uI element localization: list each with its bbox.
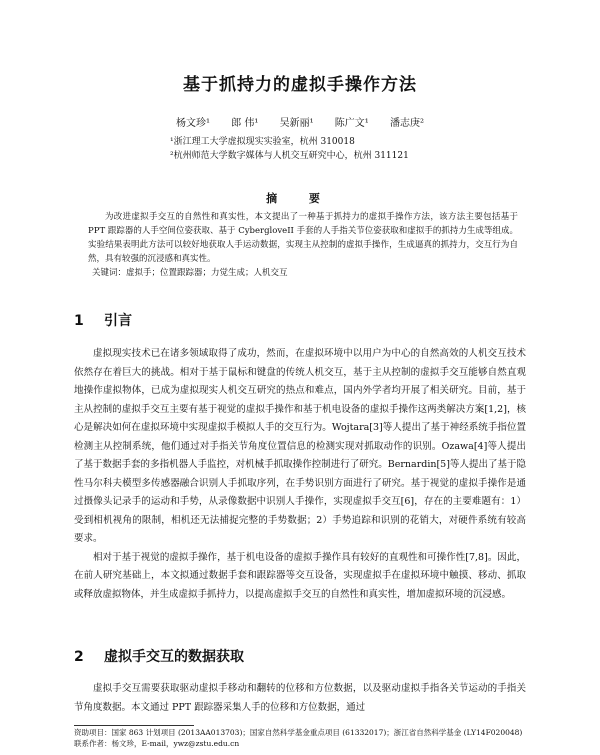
- affiliation-2: ²杭州师范大学数字媒体与人机交互研究中心，杭州 311121: [170, 151, 409, 161]
- paragraph: 虚拟手交互需要获取驱动虚拟手移动和翻转的位移和方位数据，以及驱动虚拟手指各关节运动的手指关节角度数据。本文通过 PPT 跟踪器采集人手的位移和方位数据，通过: [74, 683, 526, 713]
- section-2-body: [74, 680, 526, 717]
- paper-title: 基于抓持力的虚拟手操作方法: [183, 75, 417, 95]
- section-1-body: [74, 345, 526, 604]
- section-number: 2: [74, 649, 84, 665]
- footnotes: [74, 727, 526, 749]
- author-name: 吴新丽¹: [279, 118, 314, 129]
- footnote-divider: [74, 725, 194, 726]
- author-name: 郎 伟¹: [231, 118, 259, 129]
- author-name: 陈广文¹: [334, 118, 369, 129]
- keywords: 关键词：虚拟手；位置跟踪器；力觉生成；人机交互: [92, 268, 288, 278]
- section-title: 引言: [104, 313, 132, 329]
- section-title: 虚拟手交互的数据获取: [104, 649, 244, 665]
- funding-footnote: 资助项目：国家 863 计划项目 (2013AA013703)；国家自然科学基金重点项目 (61332017)；浙江省自然科学基金 (LY14F020048): [74, 728, 523, 737]
- paragraph: 相对于基于视觉的虚拟手操作，基于机电设备的虚拟手操作具有较好的直观性和可操作性[7,8]。因此，在前人研究基础上，本文拟通过数据手套和跟踪器等交互设备，实现虚拟手在虚拟环境中触摸、移动、抓取或释放虚拟物体，并生成虚拟手抓持力，以提高虚拟手交互的自然性和真实性，增加虚拟环境的沉浸感。: [74, 551, 526, 600]
- paragraph: 虚拟现实技术已在诸多领域取得了成功，然而，在虚拟环境中以用户为中心的自然高效的人机交互技术依然存在着巨大的挑战。相对于基于鼠标和键盘的传统人机交互，基于主从控制的虚拟手交互能够自然直观地操作虚拟物体，已成为虚拟现实人机交互研究的热点和难点，国内外学者均开展了相关研究。目前，基于主从控制的虚拟手交互主要有基于视觉的虚拟手操作和基于机电设备的虚拟手操作这两类解决方案[1,2]，核心是解决如何在虚拟环境中实现虚拟手模拟人手的交互行为。Wojtara[3]等人提出了基于神经系统手指位置检测主从控制系统，他们通过对手指关节角度位置信息的检测实现对抓取动作的识别。Ozawa[4]等人提出了基于数据手套的多指机器人手监控，对机械手抓取操作控制进行了研究。Bernardin[5]等人提出了基于隐性马尔科夫模型多传感器融合识别人手抓取序列，在手势识别方面进行了研究。基于视觉的虚拟手操作是通过摄像头记录手的运动和手势，从录像数据中识别人手操作，实现虚拟手交互[6]，存在的主要难题有：1）受到相机视角的限制，相机还无法捕捉完整的手势数据；2）手势追踪和识别的花销大，对硬件系统有较高要求。: [74, 348, 526, 544]
- abstract-text: 为改进虚拟手交互的自然性和真实性，本文提出了一种基于抓持力的虚拟手操作方法，该方法主要包括基于 PPT 跟踪器的人手空间位姿获取、基于 CybergloveII 手套的人手指关节位姿获取和虚拟手的抓持力生成等组成。实验结果表明此方法可以较好地获取人手运动数据，实现主从控制的虚拟手操作，生成逼真的抓持力，交互行为自然，具有较强的沉浸感和真实性。: [88, 212, 518, 264]
- author-list: [0, 114, 600, 129]
- author-name: 潘志庚²: [389, 118, 424, 129]
- section-number: 1: [74, 313, 84, 329]
- affiliation-1: ¹浙江理工大学虚拟现实实验室，杭州 310018: [170, 137, 355, 147]
- contact-footnote: 联系作者：杨文珍，E-mail，ywz@zstu.edu.cn: [74, 739, 240, 748]
- section-2-heading: [74, 646, 244, 666]
- author-name: 杨文珍¹: [176, 118, 211, 129]
- section-1-heading: [74, 310, 132, 330]
- abstract-heading: 摘 要: [266, 192, 334, 205]
